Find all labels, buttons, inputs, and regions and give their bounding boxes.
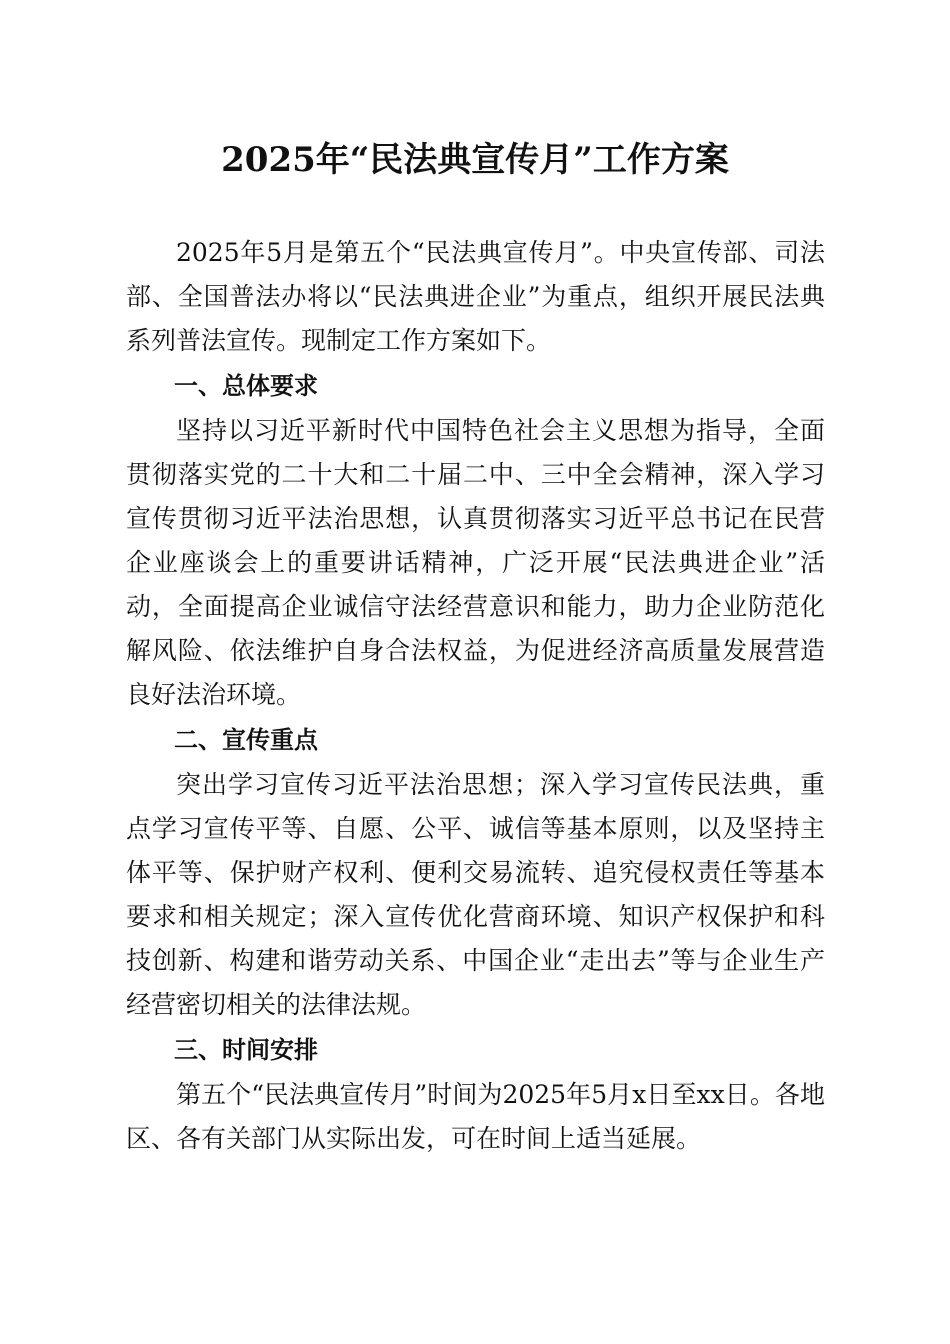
section-text-publicity-focus: 突出学习宣传习近平法治思想；深入学习宣传民法典，重点学习宣传平等、自愿、公平、诚信等基本原则，以及坚持主体平等、保护财产权利、便利交易流转、追究侵权责任等基本要求和相关规定；深入宣传优化营商环境、知识产权保护和科技创新、构建和谐劳动关系、中国企业“走出去”等与企业生产经营密切相关的法律法规。 [126,770,825,1019]
intro-paragraph: 2025年5月是第五个“民法典宣传月”。中央宣传部、司法部、全国普法办将以“民法典进企业”为重点，组织开展民法典系列普法宣传。现制定工作方案如下。 [126,238,825,355]
section-text-general-requirements: 坚持以习近平新时代中国特色社会主义思想为指导，全面贯彻落实党的二十大和二十届二中、三中全会精神，深入学习宣传贯彻习近平法治思想，认真贯彻落实习近平总书记在民营企业座谈会上的重要讲话精神，广泛开展“民法典进企业”活动，全面提高企业诚信守法经营意识和能力，助力企业防范化解风险、依法维护自身合法权益，为促进经济高质量发展营造良好法治环境。 [126,416,825,709]
section-heading-general-requirements: 一、总体要求 [174,372,318,400]
document-body [126,231,825,1161]
document-title: 2025年“民法典宣传月”工作方案 [221,140,729,180]
section-heading-publicity-focus: 二、宣传重点 [174,726,318,754]
section-heading-schedule: 三、时间安排 [174,1036,318,1064]
section-text-schedule: 第五个“民法典宣传月”时间为2025年5月x日至xx日。各地区、各有关部门从实际出发，可在时间上适当延展。 [126,1080,825,1153]
